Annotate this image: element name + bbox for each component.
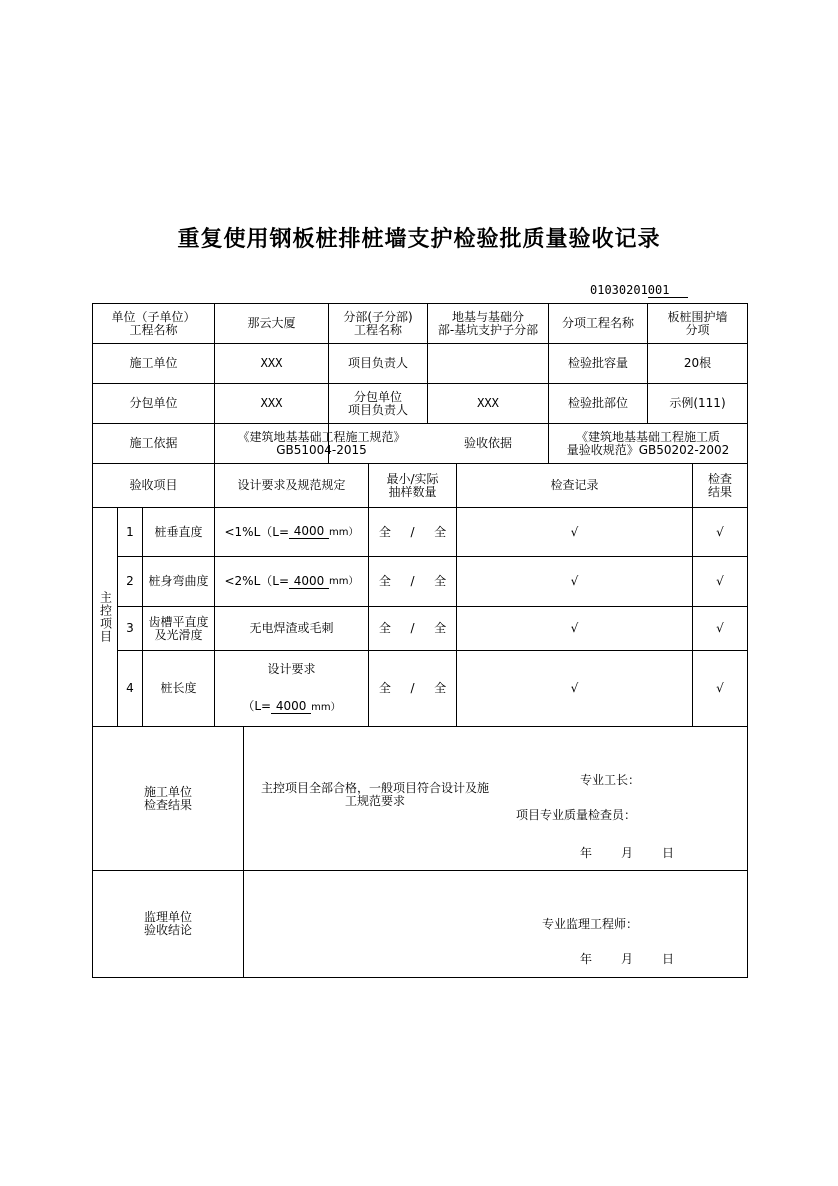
division-name-label: 分部(子分部) 工程名称 [343, 309, 413, 337]
construction-month: 月 [621, 846, 634, 860]
construction-check-label: 施工单位 检查结果 [143, 784, 192, 812]
row-result: √ [716, 524, 724, 539]
batch-part-label: 检验批部位 [567, 396, 628, 410]
length-value: 4000 [289, 575, 329, 589]
length-value: 4000 [289, 525, 329, 539]
acceptance-basis-value: 《建筑地基基础工程施工质 量验收规范》GB50202-2002 [566, 429, 730, 457]
row-item-name: 桩长度 [160, 681, 197, 695]
project-manager-label: 项目负责人 [347, 356, 408, 370]
main-control-label-cell [93, 508, 117, 726]
subcontractor-label: 分包单位 [129, 396, 178, 410]
batch-capacity-value: 20根 [683, 356, 712, 370]
row-sample: 全 / 全 [378, 574, 447, 588]
row-requirement: 设计要求 （L= 4000 mm） [242, 662, 341, 713]
row-result: √ [716, 681, 724, 695]
row-sample: 全 / 全 [378, 681, 447, 695]
unit-name-label: 单位（子单位） 工程名称 [111, 309, 196, 337]
item-name-value: 板桩围护墙 分项 [667, 309, 728, 337]
item-name-label: 分项工程名称 [561, 316, 634, 330]
unit-name-value: 那云大厦 [247, 316, 296, 330]
construction-basis-label: 施工依据 [129, 436, 178, 450]
supervision-day: 日 [662, 952, 675, 966]
supervising-engineer-label: 专业监理工程师： [542, 917, 639, 931]
row-record: √ [570, 681, 579, 695]
row-record: √ [570, 524, 579, 539]
row-requirement: 无电焊渣或毛刺 [249, 621, 334, 635]
contractor-label: 施工单位 [129, 356, 178, 370]
foreman-label: 专业工长： [580, 773, 641, 787]
row-result: √ [716, 621, 724, 635]
col-sample-header: 最小/实际 抽样数量 [386, 471, 439, 499]
supervision-year: 年 [580, 952, 593, 966]
row-number: 3 [126, 621, 134, 635]
col-result-header: 检查 结果 [707, 471, 732, 499]
batch-capacity-label: 检验批容量 [567, 356, 628, 370]
row-record: √ [570, 621, 579, 635]
project-manager-value [428, 344, 548, 383]
construction-year: 年 [580, 846, 593, 860]
row-item-name: 桩身弯曲度 [148, 574, 209, 588]
division-name-value: 地基与基础分 部-基坑支护子分部 [437, 309, 539, 337]
row-item-name: 齿槽平直度 及光滑度 [148, 614, 209, 642]
sub-pm-value: XXX [477, 396, 499, 410]
doc-no-suffix: 001 [648, 283, 688, 298]
contractor-value: XXX [260, 356, 283, 370]
row-number: 2 [126, 574, 134, 588]
construction-conclusion: 主控项目全部合格，一般项目符合设计及施 工规范要求 [260, 781, 489, 808]
col-requirement-header: 设计要求及规范规定 [237, 478, 346, 492]
construction-basis-value: 《建筑地基基础工程施工规范》 GB51004-2015 [237, 429, 406, 457]
construction-day: 日 [662, 846, 675, 860]
row-record: √ [570, 574, 579, 588]
length-value: 4000 [271, 700, 311, 714]
row-sample: 全 / 全 [378, 621, 447, 635]
row-sample: 全 / 全 [378, 524, 447, 539]
doc-no-prefix: 01030201 [590, 283, 648, 297]
supervision-month: 月 [621, 952, 634, 966]
batch-part-value: 示例(111) [669, 396, 726, 410]
row-item-name: 桩垂直度 [154, 524, 203, 539]
subcontractor-value: XXX [260, 396, 283, 410]
row-number: 1 [126, 524, 134, 539]
supervision-conclusion-label: 监理单位 验收结论 [143, 910, 192, 937]
acceptance-basis-label: 验收依据 [463, 436, 512, 450]
col-item-header: 验收项目 [129, 478, 178, 492]
document-number [590, 283, 688, 298]
page-title: 重复使用钢板桩排桩墙支护检验批质量验收记录 [177, 226, 661, 252]
row-result: √ [716, 574, 724, 588]
col-record-header: 检查记录 [550, 478, 599, 492]
sub-pm-label: 分包单位 项目负责人 [347, 389, 408, 417]
row-requirement: <2%L（L= 4000 mm） [224, 573, 359, 588]
main-control-label: 主控项目 [98, 591, 113, 643]
row-number: 4 [126, 681, 134, 695]
row-requirement: <1%L（L= 4000 mm） [224, 524, 359, 539]
quality-inspector-label: 项目专业质量检查员： [516, 808, 637, 822]
